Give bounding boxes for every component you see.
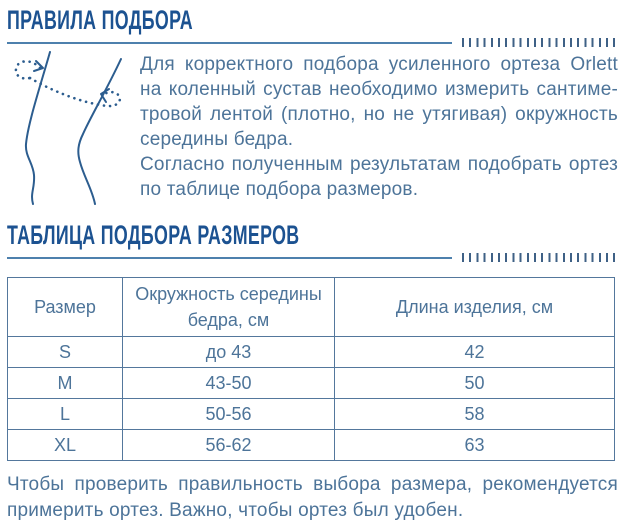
divider-line: [7, 257, 452, 259]
intro-line: середины бедра.: [140, 129, 294, 150]
leg-diagram-svg: [7, 51, 131, 209]
table-row: [8, 337, 615, 368]
cell-size: S: [8, 337, 123, 368]
heading-divider: [7, 38, 618, 47]
size-selection-table: [7, 277, 615, 461]
cell-length: 63: [335, 430, 615, 461]
divider-ticks-decoration: [462, 38, 618, 47]
cell-length: 50: [335, 368, 615, 399]
intro-line: на коленный сустав необходимо измерить сантиме-: [140, 79, 618, 100]
cell-circumference: 43-50: [123, 368, 335, 399]
tape-arrow-left-icon: [34, 61, 43, 71]
table-row: [8, 399, 615, 430]
cell-size: M: [8, 368, 123, 399]
table-header-row: [8, 278, 615, 337]
leg-measurement-diagram: [7, 51, 131, 209]
intro-section: [7, 51, 618, 209]
footer-note: [7, 472, 618, 524]
column-header-circumference-label: Окружность середины бедра, см: [135, 284, 322, 330]
intro-line: Согласно полученным результатам подобрать ортез: [140, 154, 618, 175]
leg-front-line: [26, 52, 50, 204]
footer-line: Чтобы проверить правильность выбора размера, рекомендуется: [7, 474, 618, 495]
column-header-size: Размер: [8, 278, 123, 337]
cell-length: 42: [335, 337, 615, 368]
intro-line: тровой лентой (плотно, но не утягивая) окружность: [140, 104, 618, 125]
cell-size: XL: [8, 430, 123, 461]
intro-paragraph: [140, 52, 618, 209]
leg-back-line: [78, 59, 121, 204]
column-header-length: Длина изделия, см: [335, 278, 615, 337]
heading-divider: [7, 253, 618, 262]
cell-size: L: [8, 399, 123, 430]
table-row: [8, 430, 615, 461]
table-row: [8, 368, 615, 399]
footer-line: примерить ортез. Важно, чтобы ортез был удобен.: [7, 500, 464, 521]
cell-circumference: 56-62: [123, 430, 335, 461]
cell-length: 58: [335, 399, 615, 430]
cell-circumference: до 43: [123, 337, 335, 368]
tape-arrow-right-icon: [101, 89, 109, 102]
intro-line: Для корректного подбора усиленного ортеза Orlett: [140, 54, 618, 75]
divider-line: [7, 42, 452, 44]
intro-line: по таблице подбора размеров.: [140, 179, 419, 200]
section-title-size-table: ТАБЛИЦА ПОДБОРА РАЗМЕРОВ: [7, 220, 300, 250]
section-title-rules: ПРАВИЛА ПОДБОРА: [7, 5, 193, 35]
cell-circumference: 50-56: [123, 399, 335, 430]
column-header-circumference: [123, 278, 335, 337]
divider-ticks-decoration: [462, 253, 618, 262]
